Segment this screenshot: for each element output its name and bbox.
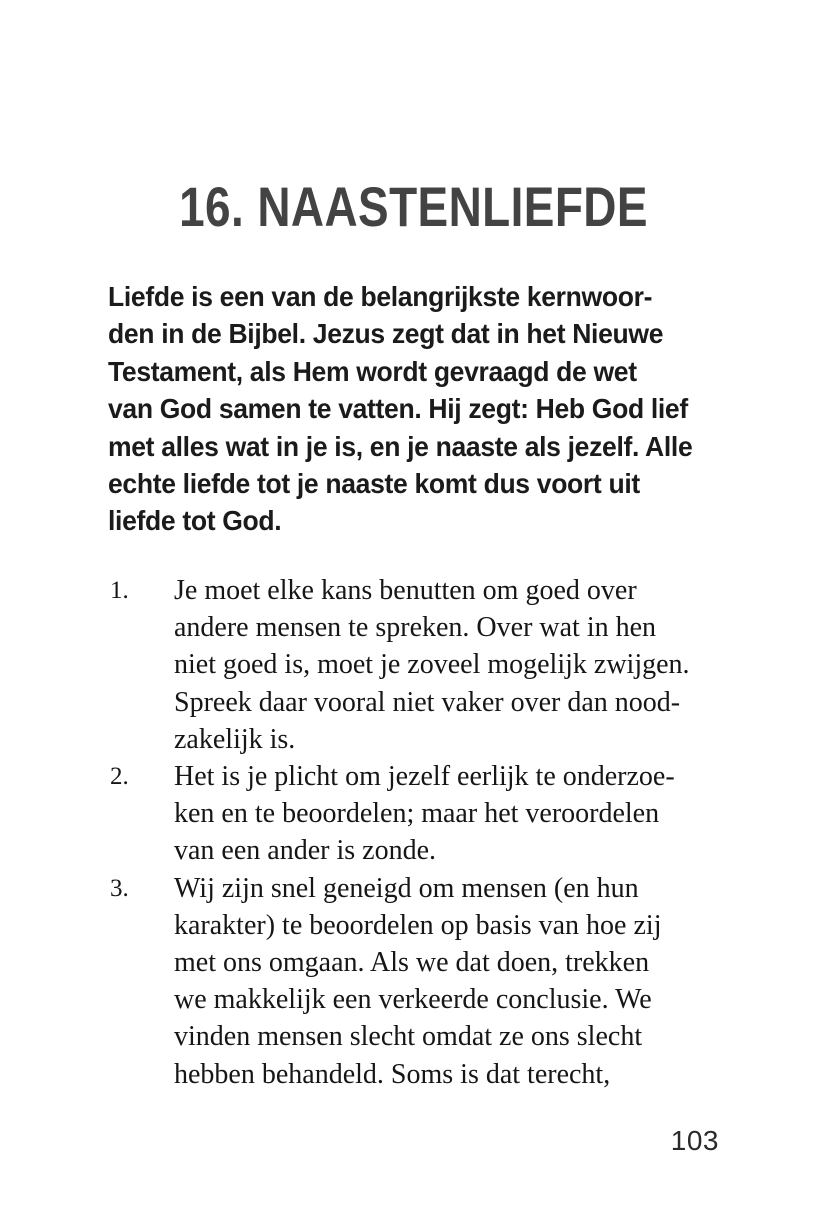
intro-line: Liefde is een van de belangrijkste kernwoor- (108, 281, 653, 312)
list-item-text (174, 870, 708, 1093)
list-item-text (174, 758, 708, 870)
intro-paragraph (108, 278, 701, 540)
list-item-line: Wij zijn snel geneigd om mensen (en hun (174, 872, 639, 904)
list-item (108, 870, 708, 1093)
list-item-line: vinden mensen slecht omdat ze ons slecht (174, 1021, 643, 1053)
list-item-number: 3. (110, 874, 129, 902)
page-title: 16. NAASTENLIEFDE (179, 174, 648, 238)
list-item-line: Het is je plicht om jezelf eerlijk te onderzoe- (174, 761, 675, 793)
numbered-list (108, 572, 708, 1093)
intro-line: den in de Bijbel. Jezus zegt dat in het Nieuwe (108, 318, 664, 350)
intro-line: echte liefde tot je naaste komt dus voort uit (108, 468, 640, 500)
list-item-line: Spreek daar vooral niet vaker over dan nood- (174, 686, 681, 718)
list-item-line: niet goed is, moet je zoveel mogelijk zwijgen. (174, 649, 690, 681)
list-item (108, 758, 708, 870)
list-item-line: andere mensen te spreken. Over wat in hen (174, 612, 657, 644)
intro-line: Testament, als Hem wordt gevraagd de wet (108, 355, 637, 387)
list-item-number: 1. (110, 577, 129, 604)
list-item-line: met ons omgaan. Als we dat doen, trekken (174, 947, 650, 979)
list-item-line: we makkelijk een verkeerde conclusie. We (174, 984, 652, 1016)
list-item-line: van een ander is zonde. (174, 835, 436, 867)
page-number: 103 (670, 1125, 719, 1156)
list-item-line: zakelijk is. (174, 723, 296, 755)
list-item-line: karakter) te beoordelen op basis van hoe zij (174, 909, 662, 941)
list-item-line: Je moet elke kans benutten om goed over (174, 575, 637, 606)
intro-line: liefde tot God. (108, 505, 282, 537)
list-item-number: 2. (110, 763, 129, 791)
list-item (108, 572, 708, 758)
intro-line: met alles wat in je is, en je naaste als jezelf. Alle (108, 430, 693, 462)
intro-line: van God samen te vatten. Hij zegt: Heb God lief (108, 393, 688, 425)
list-item-line: ken en te beoordelen; maar het veroordelen (174, 798, 660, 830)
list-item-line: hebben behandeld. Soms is dat terecht, (174, 1058, 611, 1090)
list-item-text (174, 572, 708, 758)
